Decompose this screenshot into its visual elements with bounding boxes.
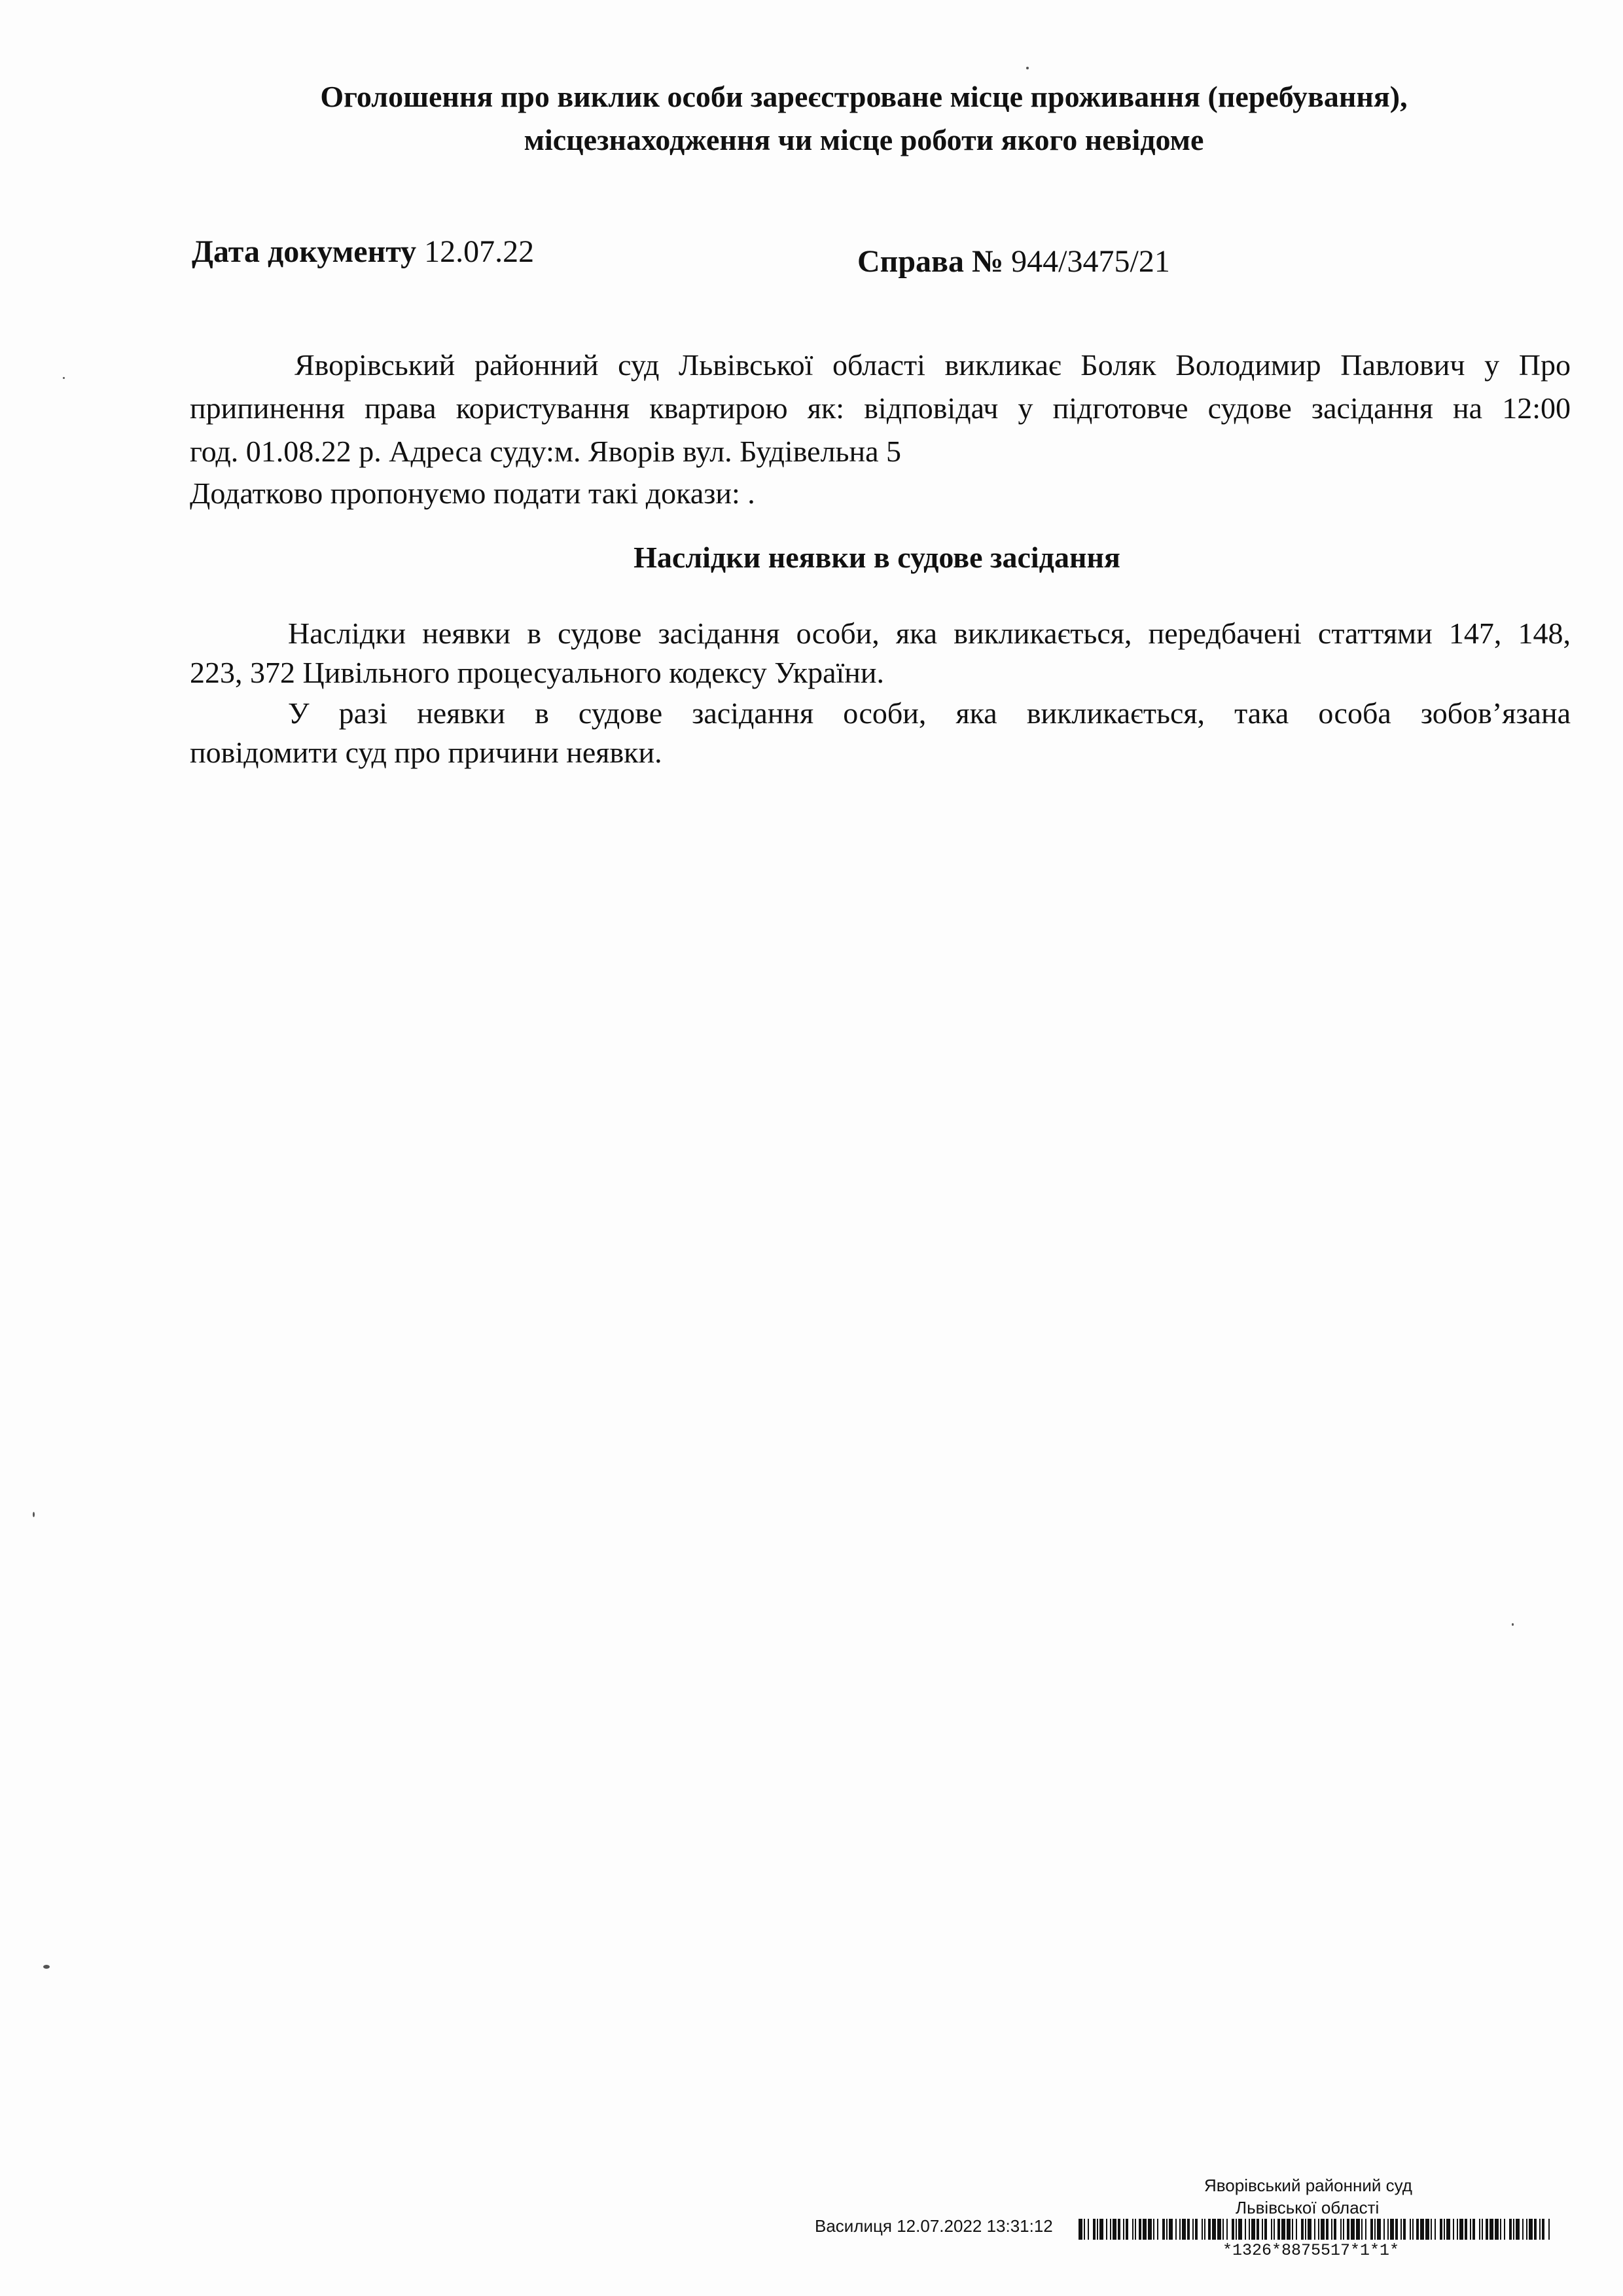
summons-line-4: Додатково пропонуємо подати такі докази: . [190, 476, 755, 510]
scan-speck [33, 1512, 35, 1517]
consequences-line-3: У разі неявки в судове засідання особи, яка викликається, така особа зобов’язана [288, 696, 1571, 730]
scan-speck [43, 1965, 50, 1969]
consequences-line-1: Наслідки неявки в судове засідання особи, яка викликається, передбачені статтями 147, 148, [288, 617, 1571, 650]
consequences-line-4: повідомити суд про причини неявки. [190, 736, 662, 769]
document-date-value: 12.07.22 [424, 234, 535, 269]
case-number-label: Справа № [857, 244, 1004, 279]
scan-speck [1512, 1623, 1514, 1626]
scan-speck [1026, 67, 1029, 69]
stamp-court-name: Яворівський районний суд [1204, 2176, 1412, 2195]
document-date [192, 232, 534, 272]
summons-line-2: припинення права користування квартирою як: відповідач у підготовче судове засідання на 12:00 [190, 391, 1571, 425]
summons-line-3: год. 01.08.22 р. Адреса суду:м. Яворів вул. Будівельна 5 [190, 435, 902, 468]
document-title-line-1: Оголошення про виклик особи зареєстроване місце проживання (перебування), [320, 80, 1408, 113]
scan-speck [63, 377, 65, 379]
document-date-label: Дата документу [192, 234, 417, 269]
consequences-line-2: 223, 372 Цивільного процесуального кодексу України. [190, 656, 885, 689]
barcode-icon [1079, 2219, 1550, 2240]
document-title-line-2: місцезнаходження чи місце роботи якого невідоме [524, 123, 1204, 156]
case-number [857, 242, 1170, 281]
barcode-id: *1326*8875517*1*1* [1222, 2241, 1400, 2260]
stamp-clerk-timestamp: Василиця 12.07.2022 13:31:12 [815, 2216, 1053, 2236]
stamp-court-region: Львівської області [1236, 2198, 1380, 2217]
consequences-heading: Наслідки неявки в судове засідання [633, 541, 1120, 574]
case-number-value: 944/3475/21 [1011, 244, 1170, 279]
summons-line-1: Яворівський районний суд Львівської області викликає Боляк Володимир Павлович у Про [294, 348, 1571, 382]
